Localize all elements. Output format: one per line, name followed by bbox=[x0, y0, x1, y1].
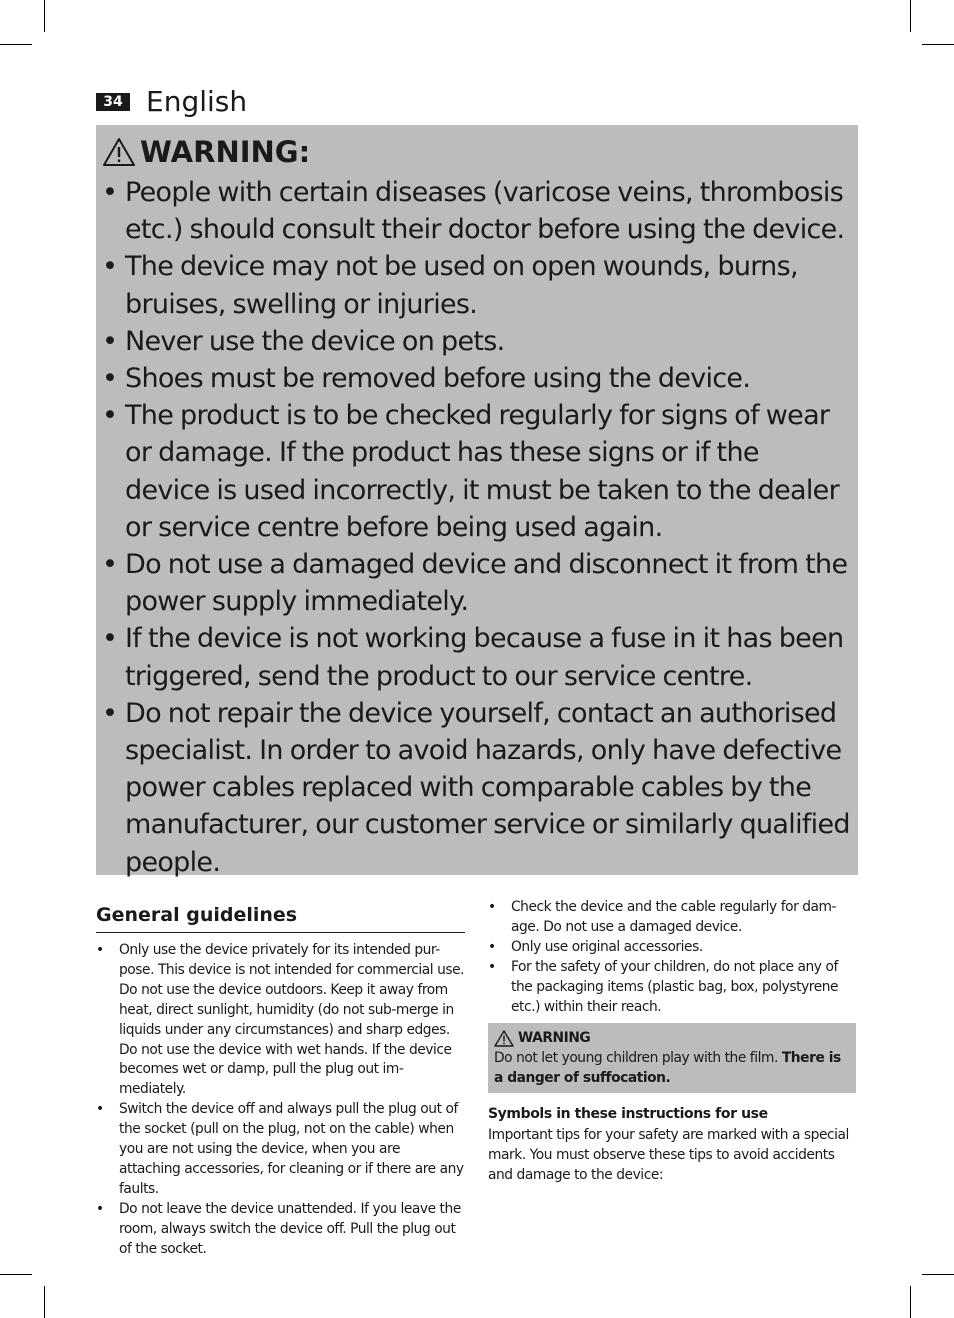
general-guidelines-heading: General guidelines bbox=[96, 900, 465, 933]
warning-title bbox=[102, 130, 850, 174]
warning-item: • People with certain diseases (varicose veins, thrombosis etc.) should consult their doctor before using the device. bbox=[102, 174, 850, 248]
warning-item: • Do not repair the device yourself, contact an authorised specialist. In order to avoid hazards, only have defective power cables replaced with comparable cables by the manufacturer, our customer service or similarly qualified people. bbox=[102, 695, 850, 881]
guideline-item: • Only use the device privately for its intended pur-pose. This device is not intended for commercial use. Do not use the device outdoors. Keep it away from heat, direct sunlight, humidity (do not sub-merge in liquids under any circumstances) and sharp edges. Do not use the device with wet hands. If the device becomes wet or damp, pull the plug out im-mediately. bbox=[96, 941, 465, 1100]
guideline-item: • Only use original accessories. bbox=[488, 938, 856, 958]
warning-box bbox=[96, 125, 858, 878]
small-warning-title-text: WARNING bbox=[518, 1030, 591, 1047]
guideline-item: • For the safety of your children, do not place any of the packaging items (plastic bag, box, polystyrene etc.) within their reach. bbox=[488, 958, 856, 1018]
language-title: English bbox=[146, 85, 248, 118]
warning-item: • Shoes must be removed before using the device. bbox=[102, 360, 850, 397]
guidelines-list bbox=[96, 941, 465, 1260]
crop-mark bbox=[910, 0, 911, 32]
warning-list bbox=[102, 174, 850, 881]
warning-triangle-icon bbox=[494, 1030, 514, 1047]
crop-mark bbox=[922, 44, 954, 45]
right-column bbox=[488, 898, 856, 1185]
warning-triangle-icon bbox=[102, 137, 136, 167]
small-warning-bold-text: There is a danger of suffocation. bbox=[494, 1050, 841, 1087]
warning-item: • The product is to be checked regularly for signs of wear or damage. If the product has these signs or if the device is used incorrectly, it must be taken to the dealer or service centre before being used again. bbox=[102, 397, 850, 546]
warning-title-text: WARNING: bbox=[140, 135, 311, 169]
small-warning-body bbox=[494, 1048, 850, 1088]
warning-item: • If the device is not working because a fuse in it has been triggered, send the product to our service centre. bbox=[102, 620, 850, 694]
warning-item: • Never use the device on pets. bbox=[102, 323, 850, 360]
symbols-heading: Symbols in these instructions for use bbox=[488, 1106, 768, 1123]
crop-mark bbox=[910, 1286, 911, 1318]
guideline-item: • Switch the device off and always pull the plug out of the socket (pull on the plug, not on the cable) when you are not using the device, when you are attaching accessories, for cleaning or if there are any faults. bbox=[96, 1100, 465, 1200]
page-number: 34 bbox=[96, 93, 130, 111]
crop-mark bbox=[922, 1274, 954, 1275]
crop-mark bbox=[0, 44, 32, 45]
crop-mark bbox=[44, 1286, 45, 1318]
warning-item: • The device may not be used on open wounds, burns, bruises, swelling or injuries. bbox=[102, 248, 850, 322]
left-column bbox=[96, 900, 465, 1260]
guidelines-list-continued bbox=[488, 898, 856, 1017]
guideline-item: • Do not leave the device unattended. If you leave the room, always switch the device off. Pull the plug out of the socket. bbox=[96, 1200, 465, 1260]
crop-mark bbox=[0, 1274, 32, 1275]
guideline-item: • Check the device and the cable regularly for dam-age. Do not use a damaged device. bbox=[488, 898, 856, 938]
small-warning-title bbox=[494, 1028, 850, 1048]
warning-item: • Do not use a damaged device and disconnect it from the power supply immediately. bbox=[102, 546, 850, 620]
crop-mark bbox=[44, 0, 45, 32]
symbols-paragraph: Important tips for your safety are marked with a special mark. You must observe these tips to avoid accidents and damage to the device: bbox=[488, 1127, 849, 1184]
small-warning-text: Do not let young children play with the film. bbox=[494, 1050, 782, 1067]
small-warning-box bbox=[488, 1023, 856, 1093]
